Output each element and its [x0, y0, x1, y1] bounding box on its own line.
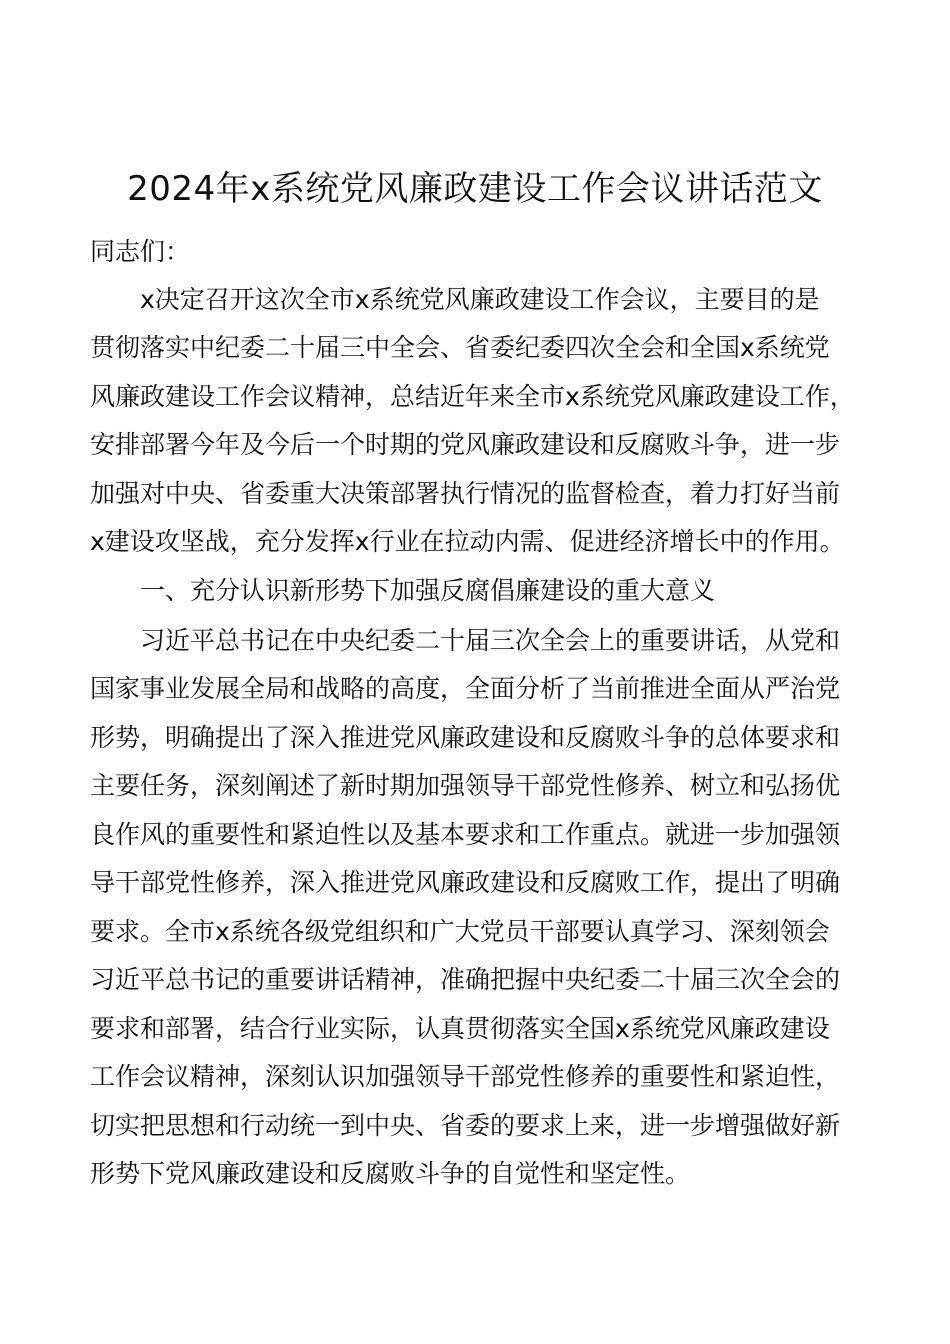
salutation: 同志们：	[90, 237, 191, 266]
document-title: 2024年x系统党风廉政建设工作会议讲话范文	[127, 169, 823, 209]
paragraph-1-line: 安排部署今年及今后一个时期的党风廉政建设和反腐败斗争，进一步	[90, 430, 841, 459]
paragraph-1-line: 加强对中央、省委重大决策部署执行情况的监督检查，着力打好当前	[90, 479, 841, 508]
paragraph-2-line: 习近平总书记的重要讲话精神，准确把握中央纪委二十届三次全会的	[90, 965, 841, 994]
paragraph-2-line: 要求和部署，结合行业实际，认真贯彻落实全国x系统党风廉政建设	[90, 1014, 830, 1043]
paragraph-2-line: 形势下党风廉政建设和反腐败斗争的自觉性和坚定性。	[90, 1159, 691, 1188]
paragraph-2-line: 主要任务，深刻阐述了新时期加强领导干部党性修养、树立和弘扬优	[90, 771, 841, 800]
paragraph-2-line: 工作会议精神，深刻认识加强领导干部党性修养的重要性和紧迫性，	[90, 1062, 841, 1091]
paragraph-2-line: 切实把思想和行动统一到中央、省委的要求上来，进一步增强做好新	[90, 1111, 841, 1140]
paragraph-2-line: 良作风的重要性和紧迫性以及基本要求和工作重点。就进一步加强领	[90, 820, 841, 849]
paragraph-2-line: 形势，明确提出了深入推进党风廉政建设和反腐败斗争的总体要求和	[90, 723, 841, 752]
paragraph-1-line: x决定召开这次全市x系统党风廉政建设工作会议，主要目的是	[140, 285, 820, 314]
paragraph-1-line: 贯彻落实中纪委二十届三中全会、省委纪委四次全会和全国x系统党	[90, 333, 830, 362]
paragraph-2-line: 习近平总书记在中央纪委二十届三次全会上的重要讲话，从党和	[140, 626, 841, 655]
paragraph-2-line: 导干部党性修养，深入推进党风廉政建设和反腐败工作，提出了明确	[90, 868, 841, 897]
section-heading-1: 一、充分认识新形势下加强反腐倡廉建设的重大意义	[140, 576, 716, 605]
paragraph-2-line: 要求。全市x系统各级党组织和广大党员干部要认真学习、深刻领会	[90, 917, 830, 946]
paragraph-1-line: 风廉政建设工作会议精神，总结近年来全市x系统党风廉政建设工作，	[90, 382, 855, 411]
paragraph-2-line: 国家事业发展全局和战略的高度，全面分析了当前推进全面从严治党	[90, 674, 841, 703]
paragraph-1-line: x建设攻坚战，充分发挥x行业在拉动内需、促进经济增长中的作用。	[90, 527, 845, 556]
